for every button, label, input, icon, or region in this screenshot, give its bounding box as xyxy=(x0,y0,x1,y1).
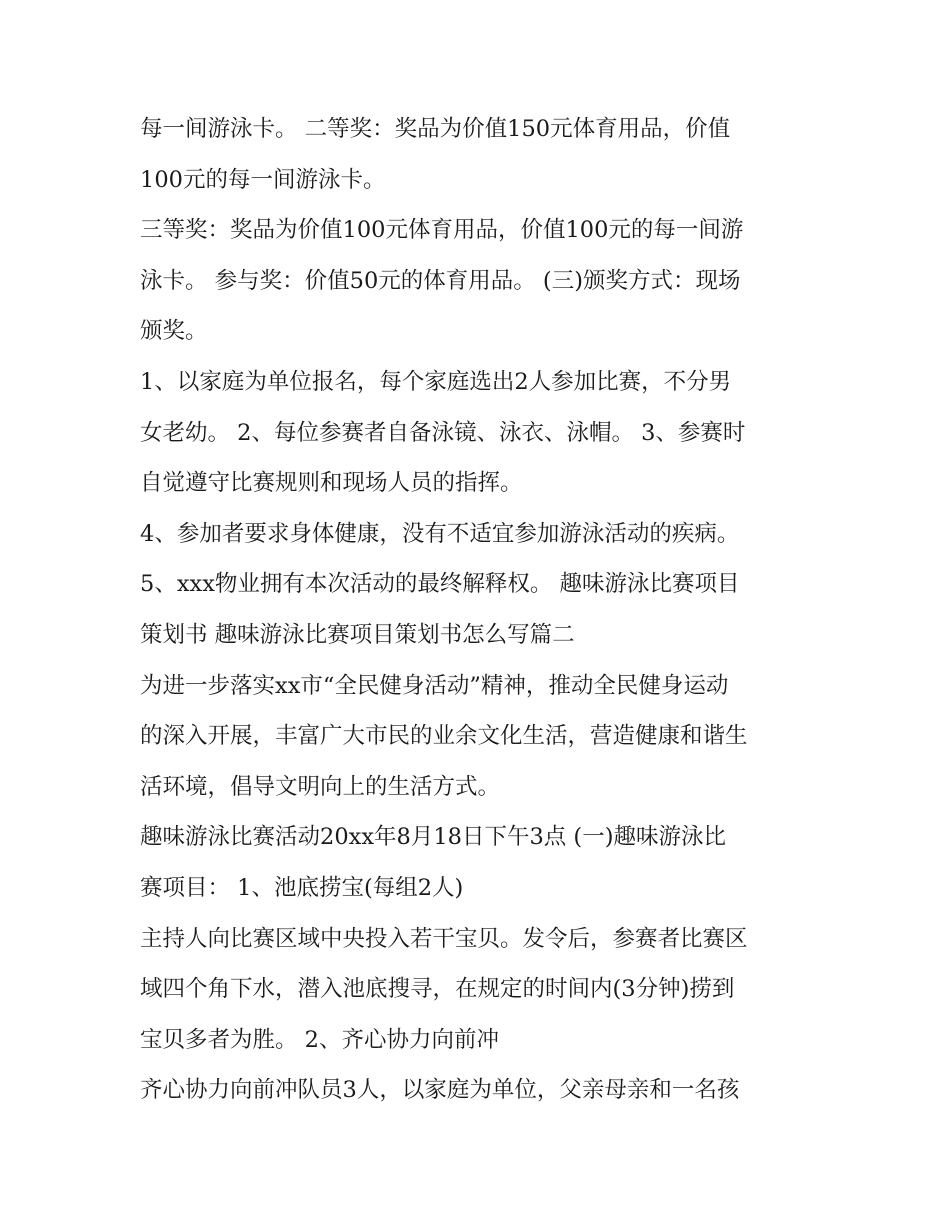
text-line: 1、以家庭为单位报名，每个家庭选出2人参加比赛，不分男 xyxy=(140,368,732,395)
text-line: 策划书 趣味游泳比赛项目策划书怎么写篇二 xyxy=(140,621,575,648)
text-line: 颁奖。 xyxy=(140,318,208,345)
text-line: 趣味游泳比赛活动20xx年8月18日下午3点 (一)趣味游泳比 xyxy=(140,824,726,851)
text-line: 泳卡。 参与奖：价值50元的体育用品。 (三)颁奖方式：现场 xyxy=(140,267,741,294)
text-line: 每一间游泳卡。 二等奖：奖品为价值150元体育用品，价值 xyxy=(140,116,731,142)
text-line: 100元的每一间游泳卡。 xyxy=(140,166,386,193)
document-text xyxy=(140,104,830,1116)
text-line: 域四个角下水，潜入池底搜寻，在规定的时间内(3分钟)捞到 xyxy=(140,976,735,1003)
text-line: 活环境，倡导文明向上的生活方式。 xyxy=(140,773,501,800)
text-line: 主持人向比赛区域中央投入若干宝贝。发令后，参赛者比赛区 xyxy=(140,925,748,952)
text-line: 的深入开展，丰富广大市民的业余文化生活，营造健康和谐生 xyxy=(140,723,748,750)
text-line: 女老幼。 2、每位参赛者自备泳镜、泳衣、泳帽。 3、参赛时 xyxy=(140,419,746,446)
text-line: 5、xxx物业拥有本次活动的最终解释权。 趣味游泳比赛项目 xyxy=(140,571,740,598)
text-line: 宝贝多者为胜。 2、齐心协力向前冲 xyxy=(140,1026,499,1053)
text-line: 为进一步落实xx市“全民健身活动”精神，推动全民健身运动 xyxy=(140,672,729,699)
text-line: 三等奖：奖品为价值100元体育用品，价值100元的每一间游 xyxy=(140,217,744,244)
text-line: 齐心协力向前冲队员3人，以家庭为单位，父亲母亲和一名孩 xyxy=(140,1077,740,1104)
text-line: 自觉遵守比赛规则和现场人员的指挥。 xyxy=(140,470,523,497)
text-line: 4、参加者要求身体健康，没有不适宜参加游泳活动的疾病。 xyxy=(140,520,740,547)
text-line: 赛项目： 1、池底捞宝(每组2人) xyxy=(140,874,464,901)
